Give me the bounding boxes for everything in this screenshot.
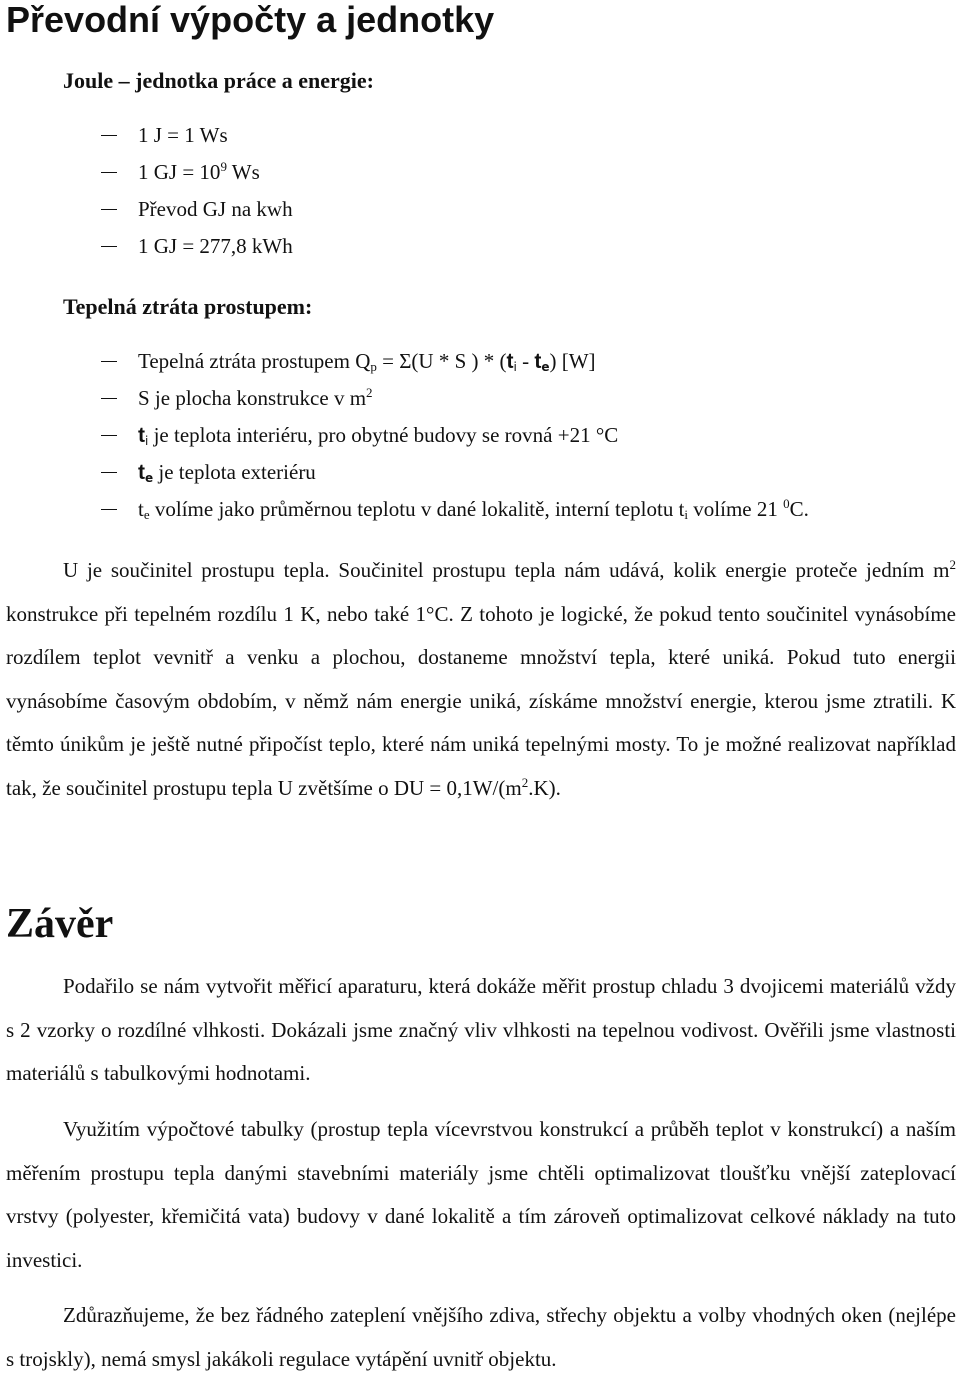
zaver-heading: Závěr — [6, 901, 114, 947]
list-item: 1 J = 1 Ws — [0, 117, 293, 154]
joule-list — [0, 117, 293, 265]
tepelna-list — [0, 343, 809, 528]
dash-bullet-icon — [101, 435, 117, 436]
zaver-paragraph-2: Využitím výpočtové tabulky (prostup tepla vícevrstvou konstrukcí a průběh teplot v konstrukcí) a naším měřením prostupu tepla danými stavebními materiály jsme chtěli optimalizovat tloušťku vnější zateplovací vrstvy (polyester, křemičitá vata) budovy v dané lokalitě a tím zároveň optimalizovat celkové náklady na tuto investici. — [6, 1117, 956, 1272]
list-item: $t_e$ je teplota exteriéru — [0, 454, 809, 491]
page-title: Převodní výpočty a jednotky — [6, 0, 495, 40]
dash-bullet-icon — [101, 509, 117, 510]
u-paragraph: U je součinitel prostupu tepla. Součinitel prostupu tepla nám udává, kolik energie proteče jedním $m^2$ konstrukce při tepelném rozdílu 1 K, nebo také 1°C. Z tohoto je logické, že pokud tento součinitel vynásobíme rozdílem teplot vevnitř a venku a plochou, dostaneme množství tepla, které uniká. Pokud tuto energii vynásobíme časovým obdobím, v němž nám energie uniká, získáme množství energie, kterou jsme ztratili. K těmto únikům je ještě nutné připočíst teplo, které nám uniká tepelnými mosty. To je možné realizovat například tak, že součinitel prostupu tepla U zvětšíme o DU = $0,1W/(m^2.K)$. — [6, 557, 957, 800]
list-item: $t_e$ volíme jako průměrnou teplotu v dané lokalitě, interní teplotu $t_i$ volíme 21 $^0$C. — [0, 491, 809, 528]
list-item: 1 GJ = $10^9$ Ws — [0, 154, 293, 191]
dash-bullet-icon — [101, 135, 117, 136]
joule-heading: Joule – jednotka práce a energie: — [63, 68, 374, 93]
dash-bullet-icon — [101, 398, 117, 399]
zaver-paragraph-3: Zdůrazňujeme, že bez řádného zateplení vnějšího zdiva, střechy objektu a volby vhodných oken (nejlépe s trojskly), nemá smysl jakákoli regulace vytápění uvnitř objektu. — [6, 1303, 956, 1371]
list-item: S je plocha konstrukce v $m^2$ — [0, 380, 809, 417]
zaver-paragraph-1: Podařilo se nám vytvořit měřicí aparaturu, která dokáže měřit prostup chladu 3 dvojicemi materiálů vždy s 2 vzorky o rozdílné vlhkosti. Dokázali jsme značný vliv vlhkosti na tepelnou vodivost. Ověřili jsme vlastnosti materiálů s tabulkovými hodnotami. — [6, 974, 956, 1085]
list-item: 1 GJ = 277,8 kWh — [0, 228, 293, 265]
dash-bullet-icon — [101, 209, 117, 210]
dash-bullet-icon — [101, 246, 117, 247]
dash-bullet-icon — [101, 472, 117, 473]
list-item: Převod GJ na kwh — [0, 191, 293, 228]
list-item: Tepelná ztráta prostupem $Q_p = \Sigma(U * S$ ) * $(t_i - t_e)$ [W] — [0, 343, 809, 380]
tepelna-heading: Tepelná ztráta prostupem: — [63, 294, 313, 319]
dash-bullet-icon — [101, 361, 117, 362]
dash-bullet-icon — [101, 172, 117, 173]
list-item: $t_i$ je teplota interiéru, pro obytné budovy se rovná +21 °C — [0, 417, 809, 454]
